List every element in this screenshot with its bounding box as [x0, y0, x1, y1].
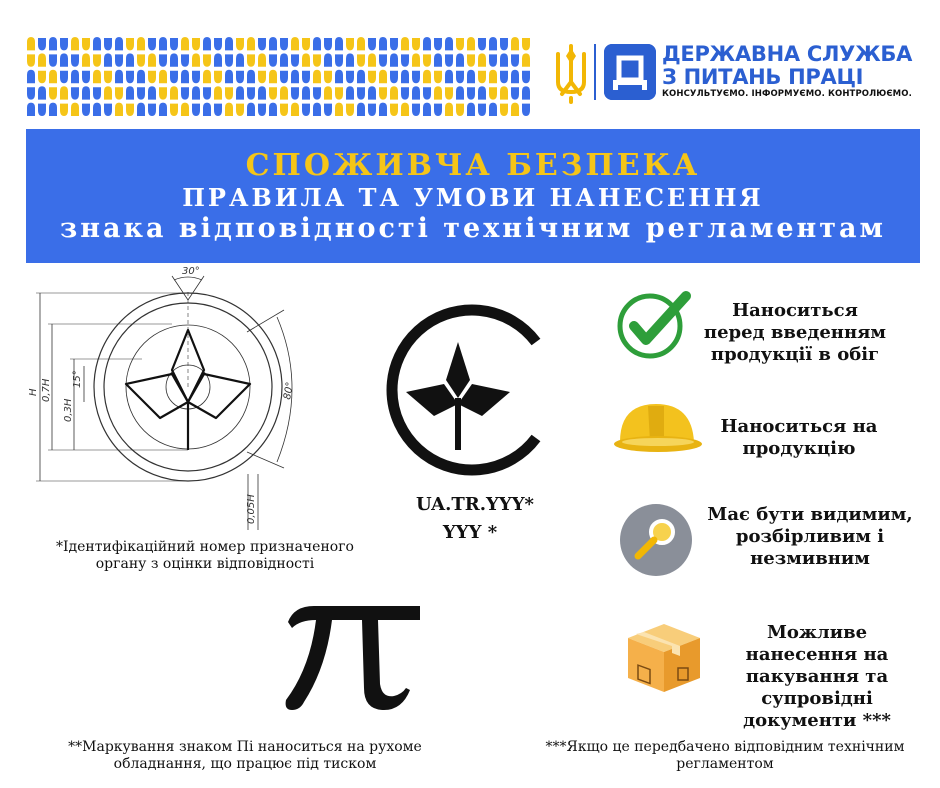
pattern-shape: [126, 104, 134, 116]
pattern-shape: [500, 53, 508, 66]
pattern-shape: [313, 103, 321, 116]
pattern-shape: [346, 38, 354, 50]
pattern-shape: [27, 54, 35, 66]
pattern-shape: [236, 104, 244, 116]
pattern-shape: [148, 71, 156, 83]
pattern-shape: [214, 86, 222, 99]
pattern-shape: [467, 103, 475, 116]
footnote-id-number: *Ідентифікаційний номер призначеного органу з оцінки відповідності: [56, 539, 354, 572]
pattern-shape: [93, 37, 101, 50]
pattern-shape: [401, 70, 409, 83]
pattern-shape: [170, 53, 178, 66]
hard-hat-icon: [608, 398, 704, 458]
pattern-shape: [225, 37, 233, 50]
pattern-shape: [302, 71, 310, 83]
pattern-shape: [192, 104, 200, 116]
pattern-shape: [115, 87, 123, 99]
pattern-shape: [159, 87, 167, 99]
pattern-shape: [192, 38, 200, 50]
trident-icon: [552, 42, 590, 104]
pattern-shape: [126, 38, 134, 50]
pattern-shape: [291, 103, 299, 116]
pattern-shape: [511, 37, 519, 50]
pattern-shape: [93, 54, 101, 66]
pattern-shape: [401, 87, 409, 99]
rule-text-3: Має бути видимим, розбірливим і незмивним: [707, 504, 913, 569]
pattern-shape: [335, 54, 343, 66]
banner-title: СПОЖИВЧА БЕЗПЕКА: [245, 148, 701, 183]
pattern-shape: [60, 38, 68, 50]
pattern-shape: [379, 103, 387, 116]
pattern-shape: [192, 71, 200, 83]
pattern-shape: [148, 38, 156, 50]
pattern-shape: [302, 38, 310, 50]
dim-07h-label: 0,7H: [41, 378, 52, 402]
pattern-shape: [390, 104, 398, 116]
pattern-shape: [148, 86, 156, 99]
pattern-shape: [225, 87, 233, 99]
pattern-shape: [401, 103, 409, 116]
pattern-shape: [291, 37, 299, 50]
pattern-shape: [115, 37, 123, 50]
pattern-shape: [71, 87, 79, 99]
pattern-shape: [269, 37, 277, 50]
pattern-shape: [137, 70, 145, 83]
pattern-shape: [60, 104, 68, 116]
checkmark-icon: [612, 286, 694, 362]
pattern-shape: [412, 38, 420, 50]
pattern-shape: [324, 86, 332, 99]
footnote-regulation: ***Якщо це передбачено відповідним технічним регламентом: [545, 739, 905, 772]
pattern-shape: [368, 104, 376, 116]
pattern-shape: [71, 103, 79, 116]
pattern-shape: [335, 87, 343, 99]
pattern-shape: [302, 86, 310, 99]
pattern-shape: [280, 104, 288, 116]
dim-005h-label: 0,05H: [246, 494, 257, 524]
pattern-shape: [390, 71, 398, 83]
pattern-shape: [27, 70, 35, 83]
pattern-shape: [137, 37, 145, 50]
pattern-shape: [324, 104, 332, 116]
pattern-shape: [170, 86, 178, 99]
pattern-shape: [467, 87, 475, 99]
pattern-shape: [203, 103, 211, 116]
notified-body-code: YYY *: [442, 522, 498, 543]
pattern-shape: [181, 70, 189, 83]
pattern-shape: [467, 70, 475, 83]
pattern-shape: [148, 53, 156, 66]
pattern-shape: [346, 53, 354, 66]
pattern-shape: [346, 71, 354, 83]
pattern-shape: [269, 103, 277, 116]
pattern-shape: [313, 70, 321, 83]
pattern-shape: [225, 70, 233, 83]
pattern-shape: [214, 104, 222, 116]
pattern-shape: [368, 86, 376, 99]
pattern-shape: [313, 54, 321, 66]
pattern-shape: [445, 70, 453, 83]
pattern-shape: [434, 38, 442, 50]
pattern-shape: [522, 53, 530, 66]
pattern-shape: [357, 37, 365, 50]
pattern-shape: [82, 38, 90, 50]
pattern-shape: [346, 86, 354, 99]
pattern-shape: [456, 38, 464, 50]
pattern-shape: [445, 87, 453, 99]
pattern-shape: [434, 71, 442, 83]
pattern-shape: [258, 86, 266, 99]
pattern-shape: [478, 86, 486, 99]
pi-mark-icon: [280, 598, 424, 716]
pattern-shape: [346, 104, 354, 116]
pattern-shape: [489, 54, 497, 66]
pattern-shape: [269, 70, 277, 83]
pattern-shape: [214, 53, 222, 66]
pattern-shape: [511, 54, 519, 66]
pattern-shape: [467, 54, 475, 66]
dim-h-label: H: [28, 388, 39, 396]
pattern-shape: [126, 71, 134, 83]
pattern-shape: [445, 103, 453, 116]
decorative-pattern: [26, 36, 532, 118]
pattern-shape: [379, 70, 387, 83]
pattern-shape: [181, 87, 189, 99]
pattern-shape: [71, 54, 79, 66]
pattern-shape: [291, 87, 299, 99]
pattern-shape: [522, 71, 530, 83]
pattern-shape: [324, 53, 332, 66]
pattern-shape: [390, 53, 398, 66]
pattern-shape: [49, 87, 57, 99]
pattern-shape: [60, 53, 68, 66]
pattern-shape: [159, 54, 167, 66]
pattern-shape: [170, 71, 178, 83]
pattern-shape: [247, 87, 255, 99]
pattern-shape: [335, 70, 343, 83]
pattern-shape: [511, 87, 519, 99]
pattern-shape: [478, 104, 486, 116]
pattern-shape: [71, 70, 79, 83]
pattern-shape: [434, 104, 442, 116]
pattern-shape: [137, 54, 145, 66]
pattern-shape: [489, 87, 497, 99]
pattern-shape: [401, 37, 409, 50]
pattern-shape: [478, 71, 486, 83]
pattern-shape: [93, 70, 101, 83]
pattern-shape: [258, 104, 266, 116]
logo-divider: [594, 44, 596, 100]
pattern-shape: [247, 54, 255, 66]
rule-text-2: Наноситься на продукцію: [720, 416, 878, 459]
pattern-shape: [379, 37, 387, 50]
pattern-shape: [82, 53, 90, 66]
pattern-shape: [280, 38, 288, 50]
pattern-shape: [258, 71, 266, 83]
org-name-line2: З ПИТАНЬ ПРАЦІ: [662, 65, 864, 89]
pattern-shape: [27, 87, 35, 99]
pattern-shape: [489, 37, 497, 50]
pattern-shape: [269, 87, 277, 99]
pattern-shape: [214, 71, 222, 83]
pattern-shape: [280, 71, 288, 83]
pattern-shape: [489, 103, 497, 116]
pattern-shape: [115, 70, 123, 83]
pattern-shape: [225, 54, 233, 66]
pattern-shape: [126, 86, 134, 99]
pattern-shape: [456, 86, 464, 99]
pattern-shape: [324, 71, 332, 83]
pattern-shape: [93, 103, 101, 116]
pattern-shape: [104, 38, 112, 50]
pattern-shape: [60, 71, 68, 83]
pattern-shape: [280, 53, 288, 66]
pattern-shape: [302, 53, 310, 66]
pattern-shape: [423, 54, 431, 66]
pattern-shape: [467, 37, 475, 50]
org-name-line1: ДЕРЖАВНА СЛУЖБА: [662, 42, 913, 66]
pattern-shape: [423, 103, 431, 116]
pattern-shape: [456, 71, 464, 83]
pattern-shape: [203, 54, 211, 66]
pattern-shape: [478, 38, 486, 50]
pattern-shape: [214, 38, 222, 50]
pattern-shape: [412, 71, 420, 83]
pattern-shape: [247, 37, 255, 50]
pattern-shape: [390, 86, 398, 99]
pattern-shape: [291, 54, 299, 66]
pattern-shape: [247, 103, 255, 116]
magnifier-icon: [620, 504, 692, 576]
angle-top-label: 30°: [182, 266, 200, 277]
pattern-shape: [170, 38, 178, 50]
pattern-shape: [500, 104, 508, 116]
pattern-shape: [27, 103, 35, 116]
pattern-shape: [401, 54, 409, 66]
pattern-shape: [379, 87, 387, 99]
pattern-shape: [225, 103, 233, 116]
pattern-shape: [412, 86, 420, 99]
pattern-shape: [115, 54, 123, 66]
pattern-shape: [148, 104, 156, 116]
pattern-shape: [335, 103, 343, 116]
ua-conformity-mark: [372, 300, 544, 480]
pattern-shape: [500, 38, 508, 50]
pattern-shape: [478, 53, 486, 66]
pattern-shape: [368, 71, 376, 83]
pattern-shape: [500, 71, 508, 83]
pattern-shape: [412, 104, 420, 116]
pattern-shape: [357, 54, 365, 66]
pattern-shape: [82, 104, 90, 116]
pattern-shape: [192, 53, 200, 66]
pattern-shape: [511, 103, 519, 116]
pattern-shape: [170, 104, 178, 116]
rule-text-1: Наноситься перед введенням продукції в обіг: [703, 300, 887, 365]
pattern-shape: [137, 87, 145, 99]
pattern-shape: [258, 53, 266, 66]
pattern-shape: [445, 54, 453, 66]
pattern-shape: [203, 70, 211, 83]
pattern-shape: [368, 53, 376, 66]
pattern-shape: [291, 70, 299, 83]
pattern-shape: [93, 87, 101, 99]
angle-right-label: 80°: [282, 381, 297, 401]
pattern-shape: [38, 86, 46, 99]
pattern-shape: [412, 53, 420, 66]
pattern-shape: [357, 87, 365, 99]
dim-15-label: 15°: [72, 370, 83, 388]
pattern-shape: [49, 54, 57, 66]
pattern-shape: [445, 37, 453, 50]
pattern-shape: [27, 37, 35, 50]
pattern-shape: [236, 38, 244, 50]
pattern-shape: [49, 37, 57, 50]
pattern-shape: [126, 53, 134, 66]
pattern-shape: [390, 38, 398, 50]
technical-drawing: [22, 262, 322, 534]
pattern-shape: [60, 86, 68, 99]
pattern-shape: [423, 87, 431, 99]
pattern-shape: [236, 86, 244, 99]
pattern-shape: [38, 53, 46, 66]
pattern-shape: [115, 103, 123, 116]
pattern-shape: [104, 86, 112, 99]
pattern-shape: [489, 70, 497, 83]
pattern-shape: [280, 86, 288, 99]
pattern-shape: [500, 86, 508, 99]
pattern-shape: [522, 86, 530, 99]
pattern-shape: [335, 37, 343, 50]
pattern-shape: [423, 70, 431, 83]
logo-badge-icon: [604, 44, 656, 100]
pattern-shape: [181, 103, 189, 116]
pattern-shape: [313, 87, 321, 99]
pattern-shape: [456, 53, 464, 66]
pattern-shape: [181, 37, 189, 50]
cardboard-box-icon: [624, 616, 704, 694]
pattern-shape: [104, 71, 112, 83]
banner-subtitle-line2: знака відповідності технічним регламентам: [60, 213, 886, 244]
pattern-shape: [159, 103, 167, 116]
pattern-shape: [159, 37, 167, 50]
pattern-shape: [181, 54, 189, 66]
pattern-shape: [434, 53, 442, 66]
org-tagline: КОНСУЛЬТУЄМО. ІНФОРМУЄМО. КОНТРОЛЮЄМО.: [662, 89, 912, 99]
pattern-shape: [313, 37, 321, 50]
pattern-shape: [456, 104, 464, 116]
pattern-shape: [38, 38, 46, 50]
pattern-shape: [203, 87, 211, 99]
pattern-shape: [38, 71, 46, 83]
pattern-shape: [104, 104, 112, 116]
pattern-shape: [379, 54, 387, 66]
pattern-shape: [522, 104, 530, 116]
pattern-shape: [203, 37, 211, 50]
pattern-shape: [357, 103, 365, 116]
pattern-shape: [434, 86, 442, 99]
dim-03h-label: 0,3H: [63, 398, 74, 422]
pattern-shape: [423, 37, 431, 50]
pattern-shape: [104, 53, 112, 66]
pattern-shape: [269, 54, 277, 66]
pattern-shape: [137, 103, 145, 116]
pattern-shape: [236, 53, 244, 66]
pattern-shape: [192, 86, 200, 99]
pattern-shape: [49, 70, 57, 83]
pattern-shape: [302, 104, 310, 116]
pattern-shape: [258, 38, 266, 50]
pattern-shape: [247, 70, 255, 83]
pattern-shape: [522, 38, 530, 50]
pattern-shape: [71, 37, 79, 50]
pattern-shape: [159, 70, 167, 83]
footnote-pi-mark: **Маркування знаком Пі наноситься на рухоме обладнання, що працює під тиском: [68, 739, 422, 772]
banner-subtitle-line1: ПРАВИЛА ТА УМОВИ НАНЕСЕННЯ: [182, 183, 764, 212]
pattern-shape: [38, 104, 46, 116]
ua-mark-code: UA.TR.YYY*: [416, 494, 534, 515]
pattern-shape: [357, 70, 365, 83]
pattern-shape: [82, 71, 90, 83]
pattern-shape: [49, 103, 57, 116]
pattern-shape: [368, 38, 376, 50]
pattern-shape: [82, 86, 90, 99]
rule-text-4: Можливе нанесення на пакування та супровідні документи ***: [743, 622, 891, 731]
pattern-shape: [511, 70, 519, 83]
pattern-shape: [324, 38, 332, 50]
pattern-shape: [236, 71, 244, 83]
